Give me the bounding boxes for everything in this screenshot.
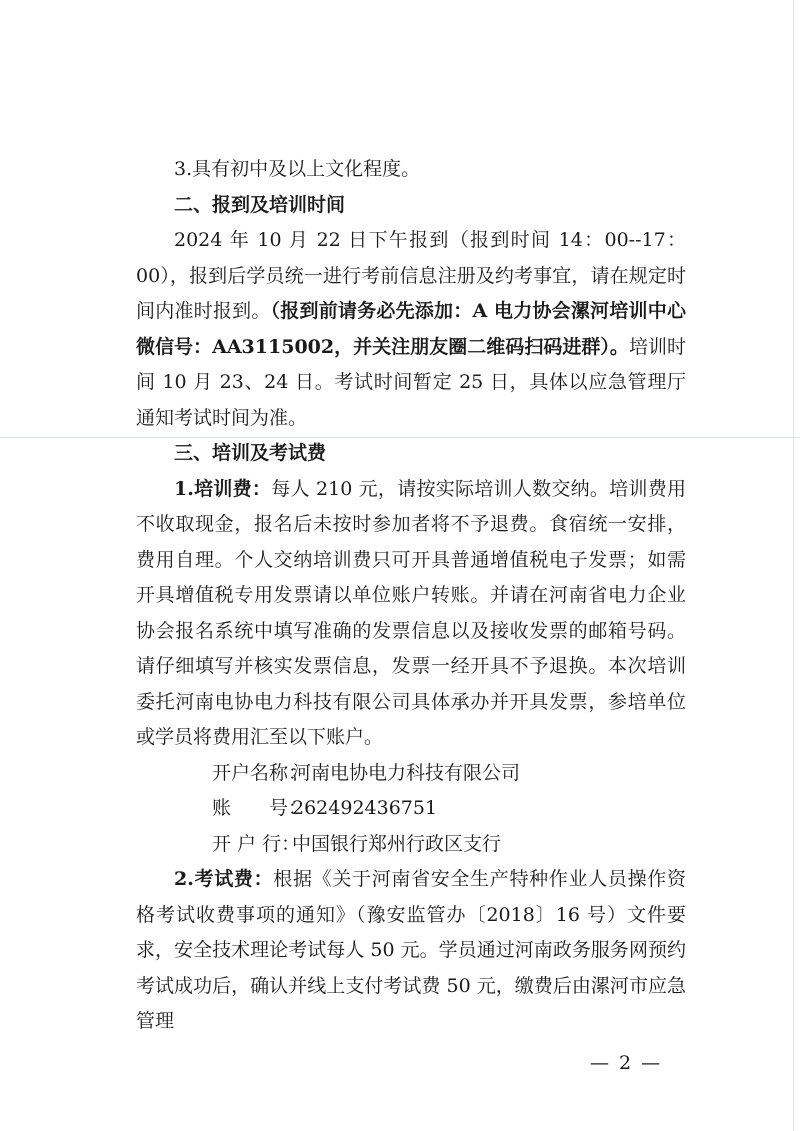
- training-fee-label: 1.培训费：: [174, 477, 272, 500]
- wechat-notice: （报到前请务必先添加：A 电力协会漯河培训中心微信号：AA3115002，并关注朋友圈二维码扫码进群）。: [136, 300, 686, 358]
- document-body: [136, 152, 686, 1040]
- training-fee-paragraph: [136, 472, 686, 756]
- account-name-row: [136, 756, 686, 792]
- exam-fee-paragraph: [136, 862, 686, 1040]
- page-number: — 2 —: [590, 1052, 663, 1074]
- report-time-text: 2024 年 10 月 22 日下午报到（报到时间 14：00--17：00），报到后学员统一进行考前信息注册及约考事宜，请在规定时间内准时报到。: [136, 229, 686, 322]
- exam-fee-text: 根据《关于河南省安全生产特种作业人员操作资格考试收费事项的通知》（豫安监管办〔2018〕16 号）文件要求，安全技术理论考试每人 50 元。学员通过河南政务服务网预约考试成功后，确认并线上支付考试费 50 元，缴费后由漯河市应急管理: [136, 868, 686, 1032]
- section-2-heading: 二、报到及培训时间: [174, 193, 346, 216]
- item-3: 3.具有初中及以上文化程度。: [174, 158, 421, 180]
- account-bank-value: 中国银行郑州行政区支行: [292, 832, 502, 855]
- training-time-text: 培训时间 10 月 23、24 日。考试时间暂定 25 日，具体以应急管理厅通知考试时间为准。: [136, 335, 686, 429]
- exam-fee-label: 2.考试费：: [174, 868, 274, 890]
- account-number-row: [136, 791, 686, 827]
- account-name-value: 河南电协电力科技有限公司: [292, 761, 521, 784]
- account-number-label: 账 号：: [212, 797, 308, 819]
- account-bank-row: [136, 827, 686, 863]
- page-edge: [793, 0, 794, 1131]
- account-bank-label: 开 户 行：: [212, 832, 301, 855]
- account-number-value: 262492436751: [292, 797, 438, 819]
- account-name-label: 开户名称：: [212, 761, 308, 784]
- section-3-heading: 三、培训及考试费: [174, 442, 327, 464]
- section-2-paragraph: [136, 223, 686, 436]
- training-fee-text: 每人 210 元，请按实际培训人数交纳。培训费用不收取现金，报名后未按时参加者将不予退费。食宿统一安排，费用自理。个人交纳培训费只可开具普通增值税电子发票；如需开具增值税专用发票请以单位账户转账。并请在河南省电力企业协会报名系统中填写准确的发票信息以及接收发票的邮箱号码。请仔细填写并核实发票信息，发票一经开具不予退换。本次培训委托河南电协电力科技有限公司具体承办并开具发票，参培单位或学员将费用汇至以下账户。: [136, 477, 686, 748]
